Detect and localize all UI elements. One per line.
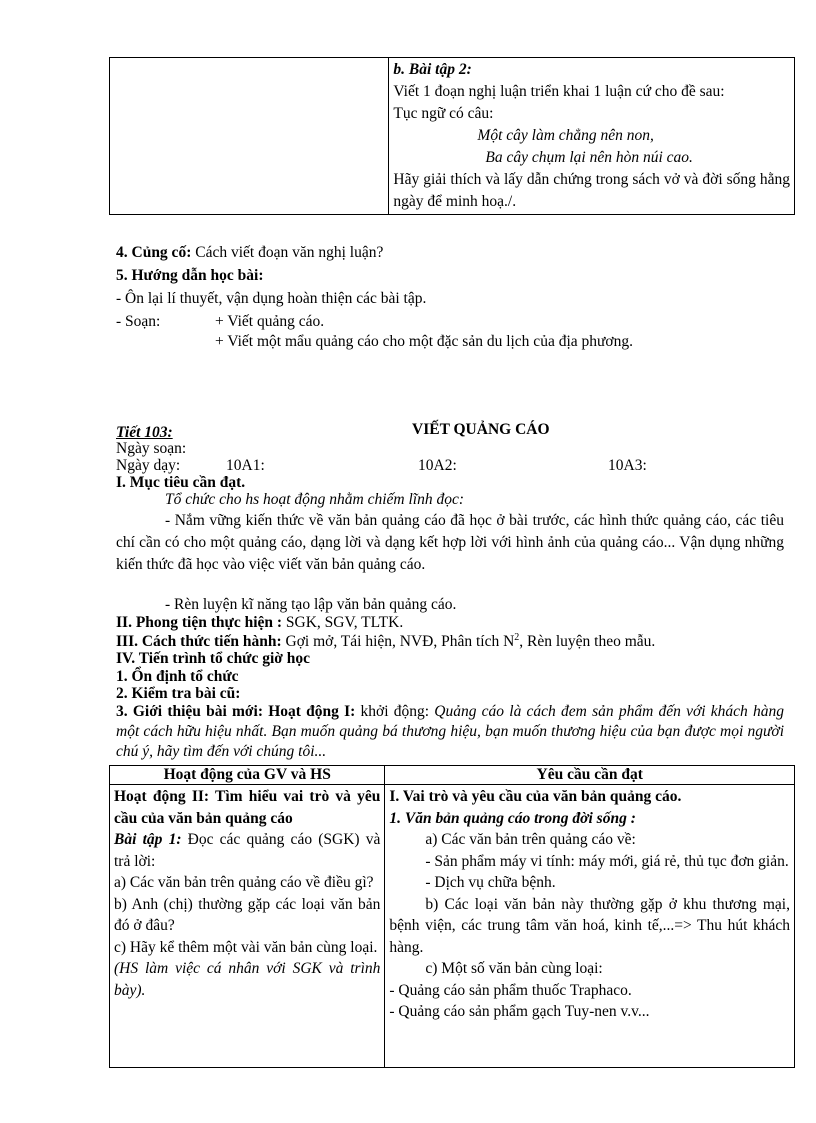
exercise-2-instruction: Viết 1 đoạn nghị luận triển khai 1 luận cứ cho đề sau:	[393, 83, 725, 100]
activity-2-heading: Hoạt động II: Tìm hiểu vai trò và yêu cầu của văn bản quảng cáo	[114, 788, 381, 827]
activity-1-kd: khởi động:	[360, 703, 430, 720]
answer-c-2: - Quảng cáo sản phẩm gạch Tuy-nen v.v...	[389, 1003, 650, 1020]
process-heading: IV. Tiến trình tổ chức giờ học	[116, 650, 311, 667]
exercise-2-heading: b. Bài tập 2:	[393, 61, 472, 78]
consolidation-text: Cách viết đoạn văn nghị luận?	[195, 244, 384, 261]
means	[116, 614, 403, 632]
top-table-right-cell	[389, 58, 795, 215]
question-a: a) Các văn bản trên quảng cáo về điều gì?	[114, 874, 374, 891]
answer-a-2: - Dịch vụ chữa bệnh.	[425, 874, 556, 891]
answer-c-1: - Quảng cáo sản phẩm thuốc Traphaco.	[389, 981, 632, 999]
homework-soan-1: + Viết quảng cáo.	[215, 313, 325, 330]
date-prepared: Ngày soạn:	[116, 440, 187, 457]
class-10a1: 10A1:	[226, 457, 265, 474]
proverb-line-2: Ba cây chụm lại nên hòn núi cao.	[485, 149, 693, 166]
main-table	[109, 765, 795, 1068]
activity-1-label: Hoạt động I:	[268, 703, 356, 720]
col1-header: Hoạt động của GV và HS	[110, 766, 385, 785]
homework-item-1: - Ôn lại lí thuyết, vận dụng hoàn thiện các bài tập.	[116, 290, 427, 307]
requirements	[385, 785, 795, 1068]
exercise-2-task: Hãy giải thích và lấy dẫn chứng trong sách vở và đời sống hằng ngày để minh hoạ./.	[393, 171, 790, 210]
process-step-3	[116, 702, 784, 762]
date-taught: Ngày dạy:	[116, 457, 181, 474]
lesson-title: VIẾT QUẢNG CÁO	[412, 421, 550, 438]
means-label: II. Phong tiện thực hiện :	[116, 614, 283, 631]
answer-b: b) Các loại văn bản này thường gặp ở khu thương mại, bệnh viện, các trung tâm văn hoá, kinh tế,...=> Thu hút khách hàng.	[389, 895, 790, 956]
process-step-2: 2. Kiểm tra bài cũ:	[116, 685, 241, 702]
question-c: c) Hãy kể thêm một vài văn bản cùng loại.	[114, 938, 378, 956]
lesson-period: Tiết 103:	[116, 424, 173, 441]
exercise-1	[114, 829, 380, 872]
process-step-3-label: 3. Giới thiệu bài mới:	[116, 703, 263, 720]
objectives-paragraph-1: - Nắm vững kiến thức về văn bản quảng cáo đã học ở bài trước, các hình thức quảng cáo, các tiêu chí cần có cho một quảng cáo, dạng lời và dạng kết hợp lời với hình ảnh của quảng cáo... Vận dụng những kiến thức đã học vào việc viết văn bản quảng cáo.	[116, 512, 784, 573]
process-step-1: 1. Ổn định tổ chức	[116, 668, 239, 685]
methods-sup: 2	[514, 632, 520, 643]
question-b: b) Anh (chị) thường gặp các loại văn bản đó ở đâu?	[114, 895, 381, 934]
class-10a2: 10A2:	[418, 457, 457, 474]
subsection-1-heading: 1. Văn bản quảng cáo trong đời sống :	[389, 809, 636, 827]
consolidation-label: 4. Củng cố:	[116, 244, 192, 261]
methods-text-2: , Rèn luyện theo mẫu.	[519, 633, 656, 651]
objectives-intro: Tổ chức cho hs hoạt động nhằm chiếm lĩnh đọc:	[165, 491, 465, 508]
student-note: (HS làm việc cá nhân với SGK và trình bày).	[114, 960, 381, 999]
answer-c: c) Một số văn bản cùng loại:	[425, 960, 603, 977]
homework-soan-2: + Viết một mẩu quảng cáo cho một đặc sản du lịch của địa phương.	[215, 333, 633, 350]
homework-soan-label: - Soạn:	[116, 313, 161, 330]
answer-a-1: - Sản phẩm máy vi tính: máy mới, giá rẻ, thủ tục đơn giản.	[425, 852, 789, 870]
proverb-line-1: Một cây làm chẳng nên non,	[477, 127, 654, 144]
objectives-heading: I. Mục tiêu cần đạt.	[116, 474, 246, 491]
top-table-left-cell	[110, 58, 389, 215]
exercise-1-text: Đọc các quảng cáo (SGK) và trả lời:	[114, 831, 381, 870]
section-1-heading: I. Vai trò và yêu cầu của văn bản quảng cáo.	[389, 788, 682, 805]
teacher-student-activities	[110, 785, 385, 1068]
activity-1-text: Quảng cáo là cách đem sản phẩm đến với khách hàng một cách hữu hiệu nhất. Bạn muốn quảng bá thương hiệu, bạn muốn thương hiệu của bạn được mọi người chú ý, hãy tìm đến với chúng tôi...	[116, 703, 784, 760]
class-10a3: 10A3:	[608, 457, 647, 474]
objectives-paragraph-2: - Rèn luyện kĩ năng tạo lập văn bản quảng cáo.	[165, 596, 457, 613]
methods-text: Gợi mở, Tái hiện, NVĐ, Phân tích N	[285, 633, 515, 651]
methods	[116, 632, 655, 651]
means-text: SGK, SGV, TLTK.	[285, 614, 404, 631]
proverb-intro: Tục ngữ có câu:	[393, 105, 494, 122]
consolidation	[116, 244, 383, 262]
answer-a: a) Các văn bản trên quảng cáo về:	[425, 831, 636, 848]
top-table	[109, 57, 795, 215]
col2-header: Yêu cầu cần đạt	[385, 766, 795, 785]
methods-label: III. Cách thức tiến hành:	[116, 633, 282, 651]
homework-heading: 5. Hướng dẫn học bài:	[116, 267, 264, 284]
exercise-1-label: Bài tập 1:	[114, 831, 182, 848]
